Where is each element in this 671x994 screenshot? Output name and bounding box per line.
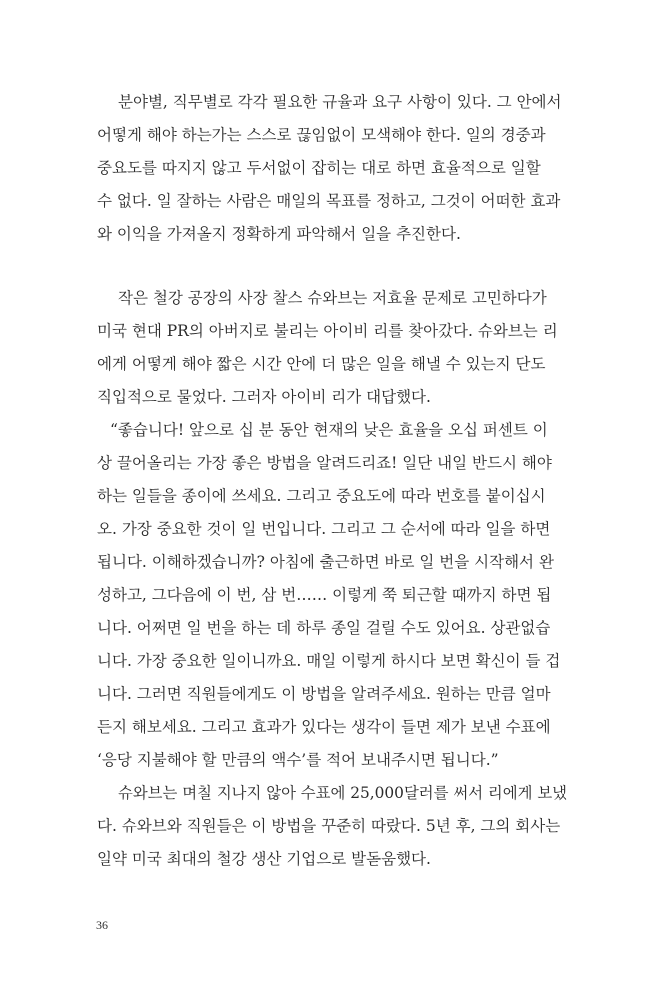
text-line: 든지 해보세요. 그리고 효과가 있다는 생각이 들면 제가 보낸 수표에 <box>97 718 551 736</box>
text-line: “좋습니다! 앞으로 십 분 동안 현재의 낮은 효율을 오십 퍼센트 이 <box>110 421 548 439</box>
text-line: 직입적으로 물었다. 그러자 아이비 리가 대답했다. <box>97 388 431 406</box>
text-line: 미국 현대 PR의 아버지로 불리는 아이비 리를 찾아갔다. 슈와브는 리 <box>97 322 558 340</box>
text-line: 일약 미국 최대의 철강 생산 기업으로 발돋움했다. <box>97 850 431 868</box>
text-line: 슈와브는 며칠 지나지 않아 수표에 25,000달러를 써서 리에게 보냈 <box>118 784 568 802</box>
text-line: 하는 일들을 종이에 쓰세요. 그리고 중요도에 따라 번호를 붙이십시 <box>97 487 546 505</box>
text-line: 에게 어떻게 해야 짧은 시간 안에 더 많은 일을 해낼 수 있는지 단도 <box>97 355 546 373</box>
text-line: 니다. 어쩌면 일 번을 하는 데 하루 종일 걸릴 수도 있어요. 상관없습 <box>97 619 551 637</box>
text-line: 수 없다. 일 잘하는 사람은 매일의 목표를 정하고, 그것이 어떠한 효과 <box>97 192 561 210</box>
text-line: 어떻게 해야 하는가는 스스로 끊임없이 모색해야 한다. 일의 경중과 <box>97 126 546 144</box>
text-line: 분야별, 직무별로 각각 필요한 규율과 요구 사항이 있다. 그 안에서 <box>118 93 562 111</box>
text-line: 다. 슈와브와 직원들은 이 방법을 꾸준히 따랐다. 5년 후, 그의 회사는 <box>97 817 561 835</box>
text-line: 오. 가장 중요한 것이 일 번입니다. 그리고 그 순서에 따라 일을 하면 <box>97 520 551 538</box>
text-line: 와 이익을 가져올지 정확하게 파악해서 일을 추진한다. <box>97 225 461 243</box>
text-line: 됩니다. 이해하겠습니까? 아침에 출근하면 바로 일 번을 시작해서 완 <box>97 553 554 571</box>
text-line: 중요도를 따지지 않고 두서없이 잡히는 대로 하면 효율적으로 일할 <box>97 159 541 177</box>
text-line: 작은 철강 공장의 사장 찰스 슈와브는 저효율 문제로 고민하다가 <box>118 289 547 307</box>
text-line: 상 끌어올리는 가장 좋은 방법을 알려드리죠! 일단 내일 반드시 해야 <box>97 454 552 472</box>
page-number: 36 <box>96 918 108 932</box>
text-line: 니다. 그러면 직원들에게도 이 방법을 알려주세요. 원하는 만큼 얼마 <box>97 685 551 703</box>
text-line: 니다. 가장 중요한 일이니까요. 매일 이렇게 하시다 보면 확신이 들 겁 <box>97 652 561 670</box>
text-line: 성하고, 그다음에 이 번, 삼 번…… 이렇게 쭉 퇴근할 때까지 하면 됩 <box>97 586 552 604</box>
text-line: ‘응당 지불해야 할 만큼의 액수’를 적어 보내주시면 됩니다.” <box>97 751 499 769</box>
